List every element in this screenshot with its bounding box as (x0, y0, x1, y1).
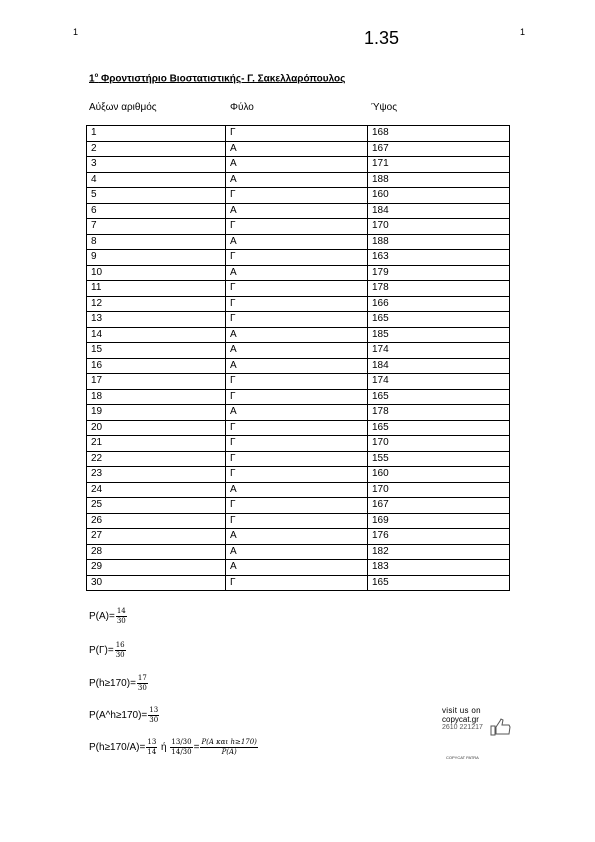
fraction-numerator: 14 (116, 607, 126, 615)
cell-id: 5 (87, 188, 226, 204)
data-table-body (87, 126, 510, 591)
cell-height: 184 (368, 358, 510, 374)
cell-height: 184 (368, 203, 510, 219)
cell-sex: Α (226, 544, 368, 560)
cell-height: 166 (368, 296, 510, 312)
table-row (87, 188, 510, 204)
cell-sex: Γ (226, 188, 368, 204)
cell-height: 179 (368, 265, 510, 281)
fraction-denominator: 30 (137, 684, 147, 692)
column-header-height: Ύψος (371, 102, 398, 113)
formula-p-h (89, 674, 149, 693)
table-row (87, 203, 510, 219)
table-row (87, 482, 510, 498)
cell-height: 178 (368, 281, 510, 297)
fraction (115, 641, 126, 660)
cell-height: 183 (368, 560, 510, 576)
table-row (87, 312, 510, 328)
cell-height: 165 (368, 575, 510, 591)
cell-height: 165 (368, 312, 510, 328)
cell-sex: Γ (226, 451, 368, 467)
cell-height: 168 (368, 126, 510, 142)
cell-id: 23 (87, 467, 226, 483)
formula-or: ή (158, 742, 170, 754)
cell-id: 3 (87, 157, 226, 173)
cell-sex: Γ (226, 281, 368, 297)
cell-sex: Α (226, 203, 368, 219)
page-number-left: 1 (73, 27, 79, 37)
cell-height: 165 (368, 420, 510, 436)
cell-id: 25 (87, 498, 226, 514)
cell-id: 11 (87, 281, 226, 297)
cell-id: 20 (87, 420, 226, 436)
cell-sex: Α (226, 405, 368, 421)
cell-id: 13 (87, 312, 226, 328)
cell-id: 21 (87, 436, 226, 452)
cell-height: 160 (368, 188, 510, 204)
title-number: 1 (89, 73, 95, 85)
fraction-numerator: 17 (137, 674, 147, 682)
formula-equals: = (193, 742, 200, 754)
cell-sex: Α (226, 343, 368, 359)
cell-height: 174 (368, 374, 510, 390)
cell-sex: Γ (226, 250, 368, 266)
page-title (89, 73, 345, 84)
cell-sex: Α (226, 482, 368, 498)
fraction-numerator: 16 (115, 641, 125, 649)
table-row (87, 405, 510, 421)
cell-sex: Α (226, 327, 368, 343)
stamp-line-3: 2610 221217 (442, 724, 483, 731)
fraction-denominator: 14/30 (171, 748, 192, 756)
cell-id: 1 (87, 126, 226, 142)
formula-p-a (89, 607, 128, 626)
cell-height: 167 (368, 498, 510, 514)
fraction (170, 738, 192, 757)
cell-id: 4 (87, 172, 226, 188)
table-row (87, 250, 510, 266)
table-row (87, 451, 510, 467)
table-row (87, 296, 510, 312)
cell-height: 170 (368, 219, 510, 235)
cell-id: 18 (87, 389, 226, 405)
fraction (116, 607, 127, 626)
title-superscript: ο (94, 73, 99, 79)
cell-id: 6 (87, 203, 226, 219)
cell-id: 9 (87, 250, 226, 266)
cell-height: 160 (368, 467, 510, 483)
cell-height: 170 (368, 436, 510, 452)
table-row (87, 343, 510, 359)
table-row (87, 157, 510, 173)
cell-sex: Γ (226, 126, 368, 142)
cell-height: 171 (368, 157, 510, 173)
cell-height: 155 (368, 451, 510, 467)
table-row (87, 560, 510, 576)
table-row (87, 358, 510, 374)
cell-id: 15 (87, 343, 226, 359)
cell-id: 26 (87, 513, 226, 529)
column-header-id: Αύξων αριθμός (89, 102, 157, 113)
table-row (87, 265, 510, 281)
cell-id: 12 (87, 296, 226, 312)
table-row (87, 126, 510, 142)
document-code: 1.35 (364, 28, 400, 48)
table-row (87, 575, 510, 591)
fraction-denominator: 14 (147, 748, 157, 756)
cell-id: 2 (87, 141, 226, 157)
cell-sex: Γ (226, 498, 368, 514)
title-text: Φροντιστήριο Βιοστατιστικής- Γ. Σακελλαρόπουλος (98, 73, 346, 85)
table-row (87, 529, 510, 545)
cell-sex: Γ (226, 436, 368, 452)
cell-sex: Α (226, 358, 368, 374)
thumbs-up-icon (490, 718, 512, 736)
cell-height: 178 (368, 405, 510, 421)
cell-sex: Γ (226, 467, 368, 483)
table-row (87, 374, 510, 390)
formula-p-h-given-a (89, 738, 259, 757)
data-table (86, 125, 510, 591)
cell-id: 27 (87, 529, 226, 545)
cell-id: 22 (87, 451, 226, 467)
cell-height: 188 (368, 234, 510, 250)
formula-label: P(Γ)= (89, 645, 114, 657)
table-row (87, 219, 510, 235)
cell-sex: Γ (226, 296, 368, 312)
cell-height: 167 (368, 141, 510, 157)
formula-p-g (89, 641, 127, 660)
cell-id: 7 (87, 219, 226, 235)
cell-height: 174 (368, 343, 510, 359)
fraction (146, 738, 157, 757)
table-row (87, 389, 510, 405)
table-row (87, 172, 510, 188)
cell-height: 170 (368, 482, 510, 498)
cell-sex: Α (226, 265, 368, 281)
cell-id: 16 (87, 358, 226, 374)
fraction-numerator: 13 (147, 738, 157, 746)
formula-label: P(h≥170)= (89, 678, 136, 690)
cell-height: 165 (368, 389, 510, 405)
cell-sex: Γ (226, 312, 368, 328)
table-row (87, 544, 510, 560)
cell-id: 10 (87, 265, 226, 281)
cell-sex: Α (226, 529, 368, 545)
cell-id: 8 (87, 234, 226, 250)
stamp-line-2: copycat.gr (442, 715, 479, 724)
cell-sex: Γ (226, 420, 368, 436)
cell-height: 163 (368, 250, 510, 266)
fraction-denominator: P(A) (221, 748, 237, 756)
cell-height: 182 (368, 544, 510, 560)
formula-label: P(h≥170/A)= (89, 742, 146, 754)
cell-id: 17 (87, 374, 226, 390)
cell-id: 30 (87, 575, 226, 591)
table-row (87, 281, 510, 297)
cell-sex: Γ (226, 389, 368, 405)
copycat-stamp (442, 706, 518, 760)
fraction (148, 706, 159, 725)
stamp-line-1: visit us on (442, 706, 481, 715)
cell-sex: Α (226, 172, 368, 188)
cell-id: 14 (87, 327, 226, 343)
cell-sex: Γ (226, 219, 368, 235)
cell-sex: Α (226, 560, 368, 576)
fraction-denominator: 30 (149, 716, 159, 724)
table-row (87, 327, 510, 343)
cell-sex: Α (226, 234, 368, 250)
cell-id: 19 (87, 405, 226, 421)
cell-sex: Α (226, 157, 368, 173)
cell-height: 188 (368, 172, 510, 188)
cell-sex: Α (226, 141, 368, 157)
cell-height: 169 (368, 513, 510, 529)
fraction-numerator: 13/30 (171, 738, 192, 746)
stamp-line-4: COPYCAT PATRA (446, 755, 479, 760)
fraction-numerator: P(A και h≥170) (201, 738, 257, 746)
formula-p-a-and-h (89, 706, 160, 725)
cell-height: 185 (368, 327, 510, 343)
cell-sex: Γ (226, 513, 368, 529)
table-row (87, 513, 510, 529)
table-row (87, 467, 510, 483)
table-row (87, 436, 510, 452)
fraction (200, 738, 257, 757)
formula-label: P(A)= (89, 611, 115, 623)
formula-label: P(A^h≥170)= (89, 710, 148, 722)
cell-id: 24 (87, 482, 226, 498)
cell-id: 28 (87, 544, 226, 560)
table-row (87, 234, 510, 250)
cell-sex: Γ (226, 575, 368, 591)
cell-sex: Γ (226, 374, 368, 390)
cell-id: 29 (87, 560, 226, 576)
table-row (87, 420, 510, 436)
table-row (87, 498, 510, 514)
fraction (137, 674, 148, 693)
fraction-numerator: 13 (149, 706, 159, 714)
fraction-denominator: 30 (116, 617, 126, 625)
column-header-sex: Φύλο (230, 102, 254, 113)
table-row (87, 141, 510, 157)
cell-height: 176 (368, 529, 510, 545)
fraction-denominator: 30 (115, 651, 125, 659)
page-number-right: 1 (520, 27, 526, 37)
